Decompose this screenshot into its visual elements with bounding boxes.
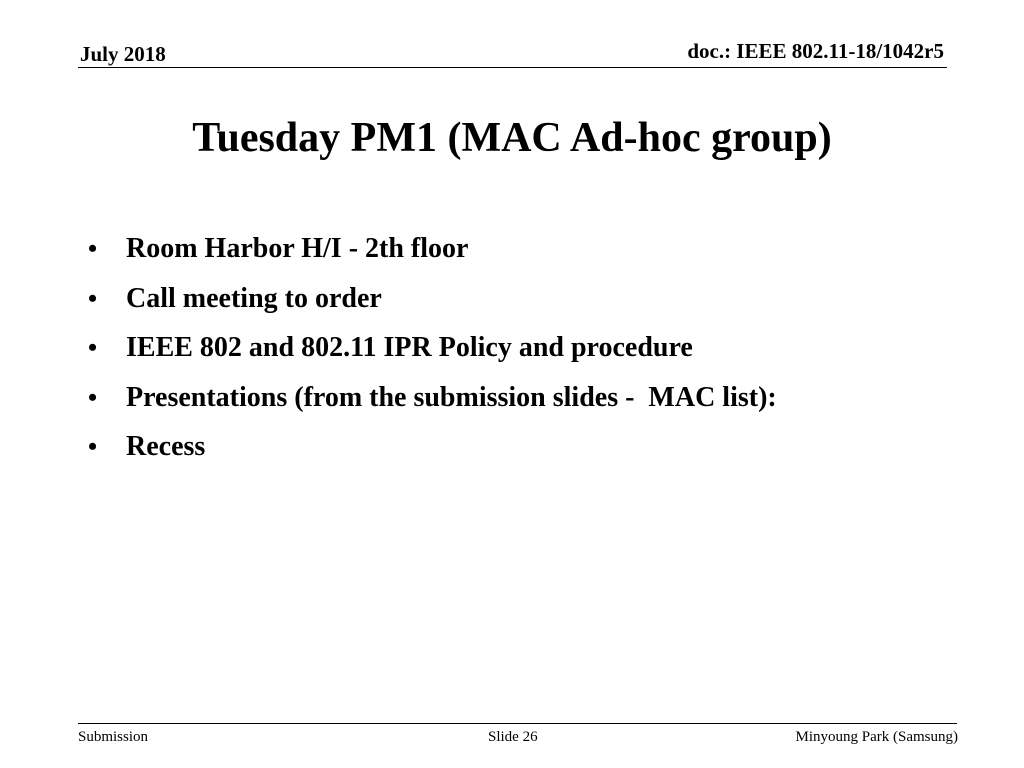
bullet-icon: • [88, 283, 98, 313]
bullet-icon: • [88, 382, 98, 412]
bullet-item [88, 426, 968, 476]
header-divider [78, 67, 947, 68]
bullet-text: IEEE 802 and 802.11 IPR Policy and procedure [126, 332, 693, 363]
bullet-item [88, 327, 968, 377]
footer-slide-number: Slide 26 [488, 729, 538, 745]
bullet-icon: • [88, 234, 98, 263]
slide-title: Tuesday PM1 (MAC Ad-hoc group) [192, 115, 832, 161]
bullet-text: Call meeting to order [126, 282, 382, 314]
bullet-text: Room Harbor H/I - 2th floor [126, 233, 469, 264]
bullet-item [88, 377, 968, 427]
bullet-icon: • [88, 333, 98, 362]
footer-divider [78, 723, 957, 724]
bullet-list [88, 228, 968, 476]
header-date: July 2018 [80, 42, 166, 66]
bullet-text: Presentations (from the submission slides - MAC list): [126, 381, 777, 413]
bullet-item [88, 228, 968, 278]
bullet-item [88, 278, 968, 328]
footer-submission: Submission [78, 729, 149, 745]
header-doc-id: doc.: IEEE 802.11-18/1042r5 [687, 39, 944, 63]
footer-author: Minyoung Park (Samsung) [795, 729, 958, 745]
bullet-icon: • [88, 432, 98, 461]
bullet-text: Recess [126, 431, 206, 462]
